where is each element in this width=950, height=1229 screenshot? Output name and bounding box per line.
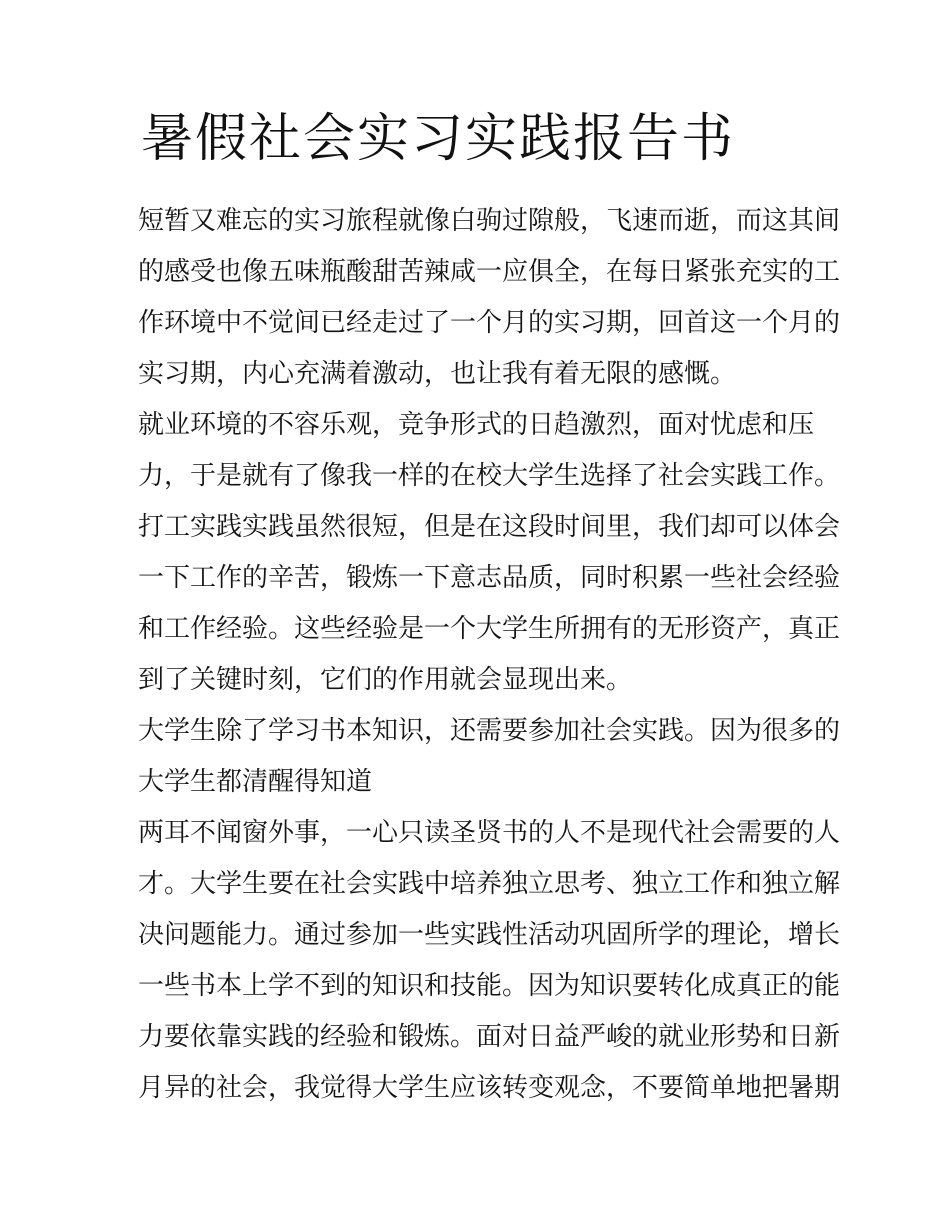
body-line: 打工实践实践虽然很短，但是在这段时间里，我们却可以体会 (138, 512, 841, 542)
body-line: 两耳不闻窗外事，一心只读圣贤书的人不是现代社会需要的人 (138, 818, 841, 848)
body-line: 决问题能力。通过参加一些实践性活动巩固所学的理论，增长 (138, 920, 841, 950)
body-line: 的感受也像五味瓶酸甜苦辣咸一应俱全，在每日紧张充实的工 (138, 257, 841, 287)
body-line: 一下工作的辛苦，锻炼一下意志品质，同时积累一些社会经验 (138, 563, 841, 593)
body-line: 就业环境的不容乐观，竞争形式的日趋激烈，面对忧虑和压 (138, 410, 815, 440)
body-line: 力要依靠实践的经验和锻炼。面对日益严峻的就业形势和日新 (138, 1022, 841, 1052)
body-line: 大学生都清醒得知道 (138, 767, 373, 797)
body-line: 和工作经验。这些经验是一个大学生所拥有的无形资产，真正 (138, 614, 841, 644)
body-line: 月异的社会，我觉得大学生应该转变观念，不要简单地把暑期 (138, 1073, 841, 1103)
body-line: 大学生除了学习书本知识，还需要参加社会实践。因为很多的 (138, 716, 841, 746)
body-line: 一些书本上学不到的知识和技能。因为知识要转化成真正的能 (138, 971, 841, 1001)
body-line: 实习期，内心充满着激动，也让我有着无限的感慨。 (138, 359, 737, 389)
body-line: 才。大学生要在社会实践中培养独立思考、独立工作和独立解 (138, 869, 841, 899)
body-line: 到了关键时刻，它们的作用就会显现出来。 (138, 665, 633, 695)
body-line: 短暂又难忘的实习旅程就像白驹过隙般，飞速而逝，而这其间 (138, 206, 841, 236)
body-line: 力，于是就有了像我一样的在校大学生选择了社会实践工作。 (138, 461, 841, 491)
document-title: 暑假社会实习实践报告书 (141, 109, 736, 169)
body-line: 作环境中不觉间已经走过了一个月的实习期，回首这一个月的 (138, 308, 841, 338)
document-body (138, 196, 850, 1114)
